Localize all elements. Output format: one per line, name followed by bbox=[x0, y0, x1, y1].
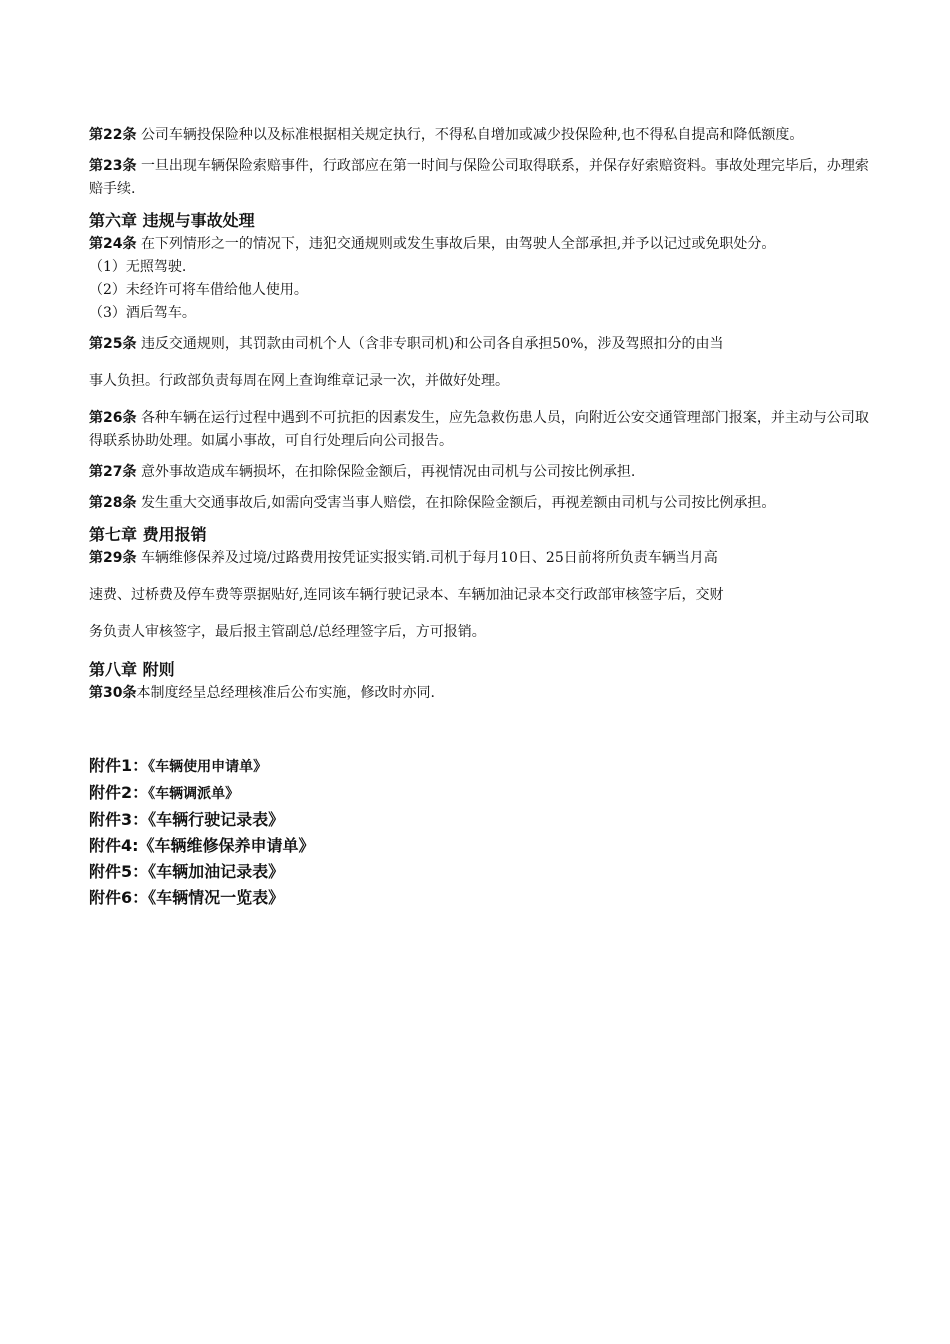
article-text: 本制度经呈总经理核准后公布实施，修改时亦同. bbox=[136, 685, 435, 701]
article-label: 第24条 bbox=[89, 236, 137, 252]
attachment-label: 附件2： bbox=[89, 783, 149, 802]
article-25-cont: 事人负担。行政部负责每周在网上查询维章记录一次，并做好处理。 bbox=[89, 373, 509, 389]
article-23 bbox=[89, 155, 869, 201]
article-label: 第25条 bbox=[89, 336, 137, 352]
article-text: 一旦出现车辆保险索赔事件，行政部应在第一时间与保险公司取得联系，并保存好索赔资料。事故处理完毕后，办理索赔手续. bbox=[89, 158, 869, 197]
attachment-title: 《车辆情况一览表》 bbox=[148, 888, 285, 907]
attachment-2 bbox=[89, 780, 869, 807]
article-28 bbox=[89, 492, 869, 515]
article-text: 违反交通规则，其罚款由司机个人（含非专职司机)和公司各自承担50%，涉及驾照扣分的由当 bbox=[140, 336, 724, 352]
attachment-label: 附件1： bbox=[89, 756, 149, 775]
attachment-title: 《车辆行驶记录表》 bbox=[148, 810, 285, 829]
article-29 bbox=[89, 547, 869, 570]
attachment-label: 附件4: bbox=[89, 836, 139, 855]
article-label: 第27条 bbox=[89, 464, 137, 480]
article-25 bbox=[89, 333, 869, 356]
chapter-8-heading: 第八章 附则 bbox=[89, 660, 175, 679]
chapter-7-heading: 第七章 费用报销 bbox=[89, 525, 207, 544]
attachment-label: 附件5： bbox=[89, 862, 149, 881]
attachment-1 bbox=[89, 753, 869, 780]
article-label: 第29条 bbox=[89, 550, 137, 566]
article-24 bbox=[89, 233, 869, 256]
attachment-label: 附件6： bbox=[89, 888, 149, 907]
attachment-list bbox=[89, 753, 869, 911]
article-22 bbox=[89, 124, 869, 147]
article-29-cont-1: 速费、过桥费及停车费等票据贴好,连同该车辆行驶记录本、车辆加油记录本交行政部审核签字后，交财 bbox=[89, 587, 724, 603]
article-label: 第30条 bbox=[89, 685, 137, 701]
attachment-title: 《车辆加油记录表》 bbox=[148, 862, 285, 881]
document-page bbox=[89, 124, 869, 911]
attachment-label: 附件3： bbox=[89, 810, 149, 829]
article-24-item-2: （2）未经许可将车借给他人使用。 bbox=[89, 282, 308, 298]
article-label: 第28条 bbox=[89, 495, 137, 511]
attachment-6 bbox=[89, 885, 869, 911]
article-text: 各种车辆在运行过程中遇到不可抗拒的因素发生，应先急救伤患人员，向附近公安交通管理部门报案，并主动与公司取得联系协助处理。如属小事故，可自行处理后向公司报告。 bbox=[89, 410, 869, 449]
article-label: 第22条 bbox=[89, 127, 137, 143]
article-30 bbox=[89, 682, 869, 705]
article-text: 发生重大交通事故后,如需向受害当事人赔偿，在扣除保险金额后，再视差额由司机与公司按比例承担。 bbox=[140, 495, 776, 511]
article-24-item-3: （3）酒后驾车。 bbox=[89, 305, 196, 321]
attachment-title: 《车辆使用申请单》 bbox=[148, 759, 268, 775]
article-24-item-1: （1）无照驾驶. bbox=[89, 259, 187, 275]
attachment-title: 《车辆维修保养申请单》 bbox=[138, 836, 315, 855]
chapter-6-heading: 第六章 违规与事故处理 bbox=[89, 211, 255, 230]
article-label: 第26条 bbox=[89, 410, 137, 426]
article-26 bbox=[89, 407, 869, 453]
attachment-title: 《车辆调派单》 bbox=[148, 786, 240, 802]
attachment-5 bbox=[89, 859, 869, 885]
attachment-3 bbox=[89, 807, 869, 833]
article-text: 意外事故造成车辆损坏，在扣除保险金额后，再视情况由司机与公司按比例承担. bbox=[140, 464, 636, 480]
article-text: 在下列情形之一的情况下，违犯交通规则或发生事故后果，由驾驶人全部承担,并予以记过或免职处分。 bbox=[140, 236, 776, 252]
article-text: 车辆维修保养及过境/过路费用按凭证实报实销.司机于每月10日、25日前将所负责车辆当月高 bbox=[140, 550, 718, 566]
article-29-cont-2: 务负责人审核签字，最后报主管副总/总经理签字后，方可报销。 bbox=[89, 624, 486, 640]
article-text: 公司车辆投保险种以及标准根据相关规定执行，不得私自增加或减少投保险种,也不得私自提高和降低额度。 bbox=[140, 127, 804, 143]
attachment-4 bbox=[89, 833, 869, 859]
article-label: 第23条 bbox=[89, 158, 137, 174]
article-27 bbox=[89, 461, 869, 484]
